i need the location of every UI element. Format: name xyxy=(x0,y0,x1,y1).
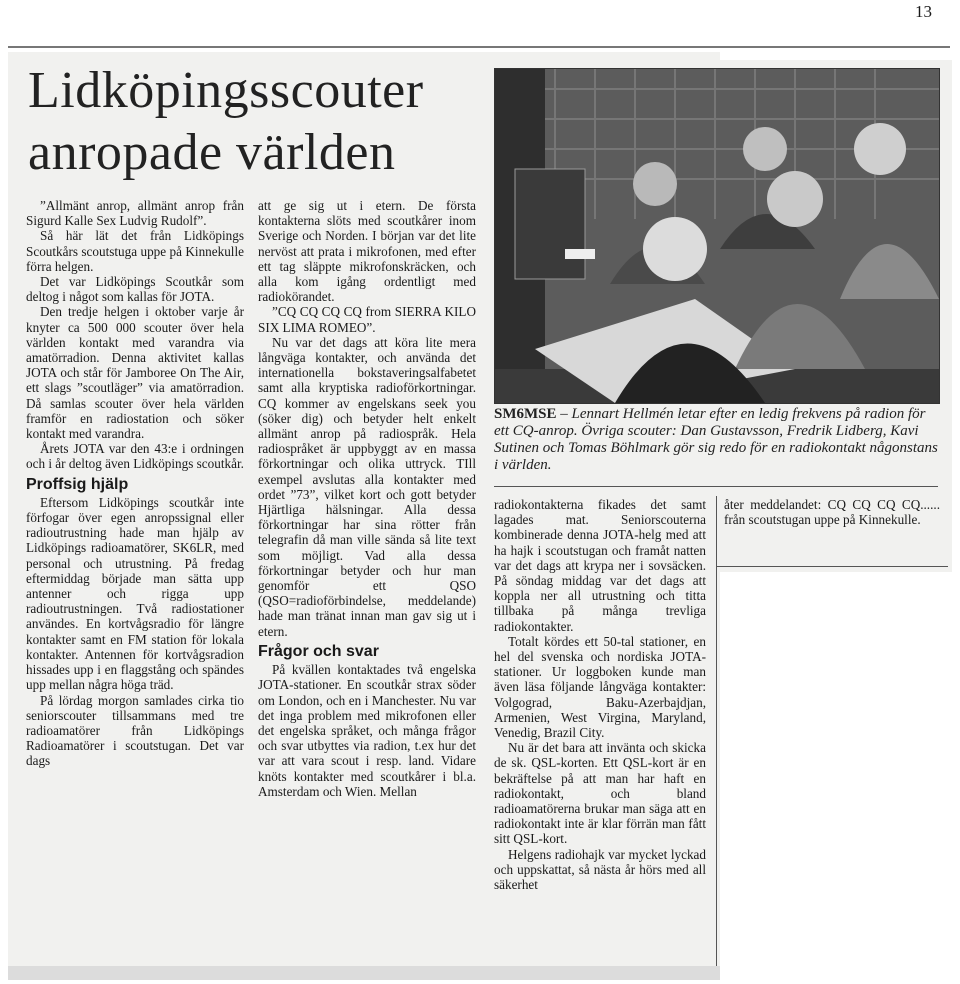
article-column-2 xyxy=(258,198,476,799)
paragraph: På lördag morgon samlades cirka tio seniorscouter tillsammans med tre radioamatörer från Lidköpings Radioamatörer i scoutstugan. Det var dags xyxy=(26,692,244,769)
paragraph: ”Allmänt anrop, allmänt anrop från Sigurd Kalle Sex Ludvig Rudolf”. xyxy=(26,198,244,229)
paragraph: radiokontakterna fikades det samt lagades mat. Seniorscouterna kombinerade denna JOTA-helg med att ha hajk i scoutstugan och framåt natten var det dags att krypa ner i sovsäcken. På söndag middag var det dags att koppla ner all utrustning och titta tillbaka på många trevliga radiokontakter. xyxy=(494,497,706,634)
paragraph: Totalt kördes ett 50-tal stationer, en hel del svenska och nordiska JOTA-stationer. Ur loggboken kunde man även läsa följande långväga kontakter: Volgograd, Baku-Azerbajdjan, Armenien, West Virgina, Maryland, Venedig, Brazil City. xyxy=(494,633,706,741)
article-column-3 xyxy=(494,497,706,892)
paragraph: Så här lät det från Lidköpings Scoutkårs scoutstuga uppe på Kinnekulle förra helgen. xyxy=(26,228,244,274)
clipping-bottom-edge xyxy=(8,966,720,980)
paragraph: Helgens radiohajk var mycket lyckad och uppskattat, så nästa år hörs med all säkerhet xyxy=(494,846,706,893)
article-column-4 xyxy=(724,497,940,527)
article-headline: Lidköpingsscouter anropade världen xyxy=(28,62,424,181)
caption-callsign: SM6MSE xyxy=(494,406,557,422)
paragraph: Det var Lidköpings Scoutkår som deltog i något som kallas för JOTA. xyxy=(26,274,244,305)
photo-caption xyxy=(494,406,940,474)
article-column-1 xyxy=(26,198,244,769)
paragraph: Nu är det bara att invänta och skicka de sk. QSL-korten. Ett QSL-kort är en bekräftelse på att man har haft en radiokontakt, och bland radioamatörerna brukar man säga att en radiokontakt inte är klar förrän man fått sitt QSL-kort. xyxy=(494,740,706,847)
paragraph: På kvällen kontaktades två engelska JOTA-stationer. En scoutkår strax söder om London, och en i Manchester. Nu var det inga problem med mikrofonen eller det engelska språket, och många frågor och svar utbyttes via radion, t.ex hur det var att vara scout i resp. land. Vidare knöts kontakter med scoutkårer i bl.a. Amsterdam och Wien. Mellan xyxy=(258,662,476,799)
paragraph: ”CQ CQ CQ CQ from SIERRA KILO SIX LIMA ROMEO”. xyxy=(258,304,476,335)
paragraph: Årets JOTA var den 43:e i ordningen och i år deltog även Lidköpings scoutkår. xyxy=(26,441,244,472)
paragraph: att ge sig ut i etern. De första kontakterna slöts med scoutkårer inom Sverige och Norden. I början var det lite nervöst att prata i mikrofonen, med efter ett tag släppte mikrofonskräcken, och alla kom igång ordentligt med radiokörandet. xyxy=(258,198,476,305)
photo-illustration xyxy=(495,69,939,403)
article-photo xyxy=(494,68,940,404)
subheading: Proffsig hjälp xyxy=(26,475,129,493)
caption-rule xyxy=(494,486,938,487)
end-rule xyxy=(716,566,948,567)
paragraph: Den tredje helgen i oktober varje år knyter ca 500 000 scouter över hela världen kontakt med varandra via amatörradion. Denna aktivitet kallas JOTA och står för Jamboree On The Air, ett slags ”scoutläger” via amatörradion. Då samlas scouter över hela världen framför en radiostation och söker kontakt med varandra. xyxy=(26,304,244,442)
paragraph: Eftersom Lidköpings scoutkår inte förfogar över egen anropssignal eller radioutrustning hade man hjälp av Lidköpings radioamatörer, SK6LR, med personal och utrustning. På fredag eftermiddag började man sätta upp antenner och rigga upp radioutrustningen. Två radiostationer användes. En kortvågsradio för längre kontakter samt en FM station för lokala kontakter. Antennen för kortvågsradion hissades upp i en flaggstång och spändes upp mellan några höga träd. xyxy=(26,494,244,693)
subheading: Frågor och svar xyxy=(258,642,379,660)
paragraph: Nu var det dags att köra lite mera långväga kontakter, och använda det internationella bokstaveringsalfabetet samt alla kryptiska radioförkortningar. CQ kommer av engelskans seek you (söker dig) och betyder helt enkelt allmänt anrop på radiospråk. Hela radiospråket är uppbyggt av en massa förkortningar och olika uttryck. TIll exempel avslutas alla kontakter med ordet ”73”, vilket kort och gott betyder Hjärtliga hälsningar. Alla dessa förkortningar har sina rötter från telegrafin då man ville sända så lite text som möjligt. Vad alla dessa förkortningar betyder och hur man genomför ett QSO (QSO=radioförbindelse, meddelande) hade man tränat innan man gav sig ut i etern. xyxy=(258,334,476,639)
top-rule xyxy=(8,46,950,48)
page-number: 13 xyxy=(915,2,932,21)
caption-text: – Lennart Hellmén letar efter en ledig frekvens på radion för ett CQ-anrop. Övriga scouter: Dan Gustavsson, Fredrik Lidberg, Kavi Sutinen och Tomas Böhlmark gör sig redo för en radiokontakt någonstans i världen. xyxy=(494,406,938,473)
paragraph: åter meddelandet: CQ CQ CQ CQ...... från scoutstugan uppe på Kinnekulle. xyxy=(724,497,940,528)
